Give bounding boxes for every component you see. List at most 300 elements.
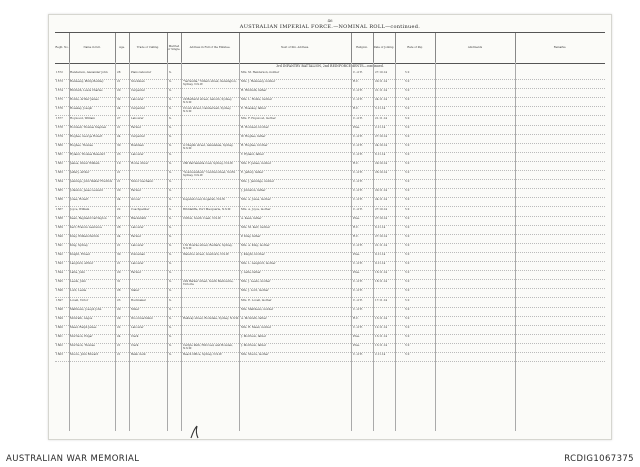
cell-trade: Bootmaker [131, 298, 146, 302]
cell-kin: Mrs. L. Langford, mother [241, 262, 276, 266]
cell-rel: C. of E. [353, 243, 363, 247]
cell-trade: Farmer [131, 234, 141, 238]
cell-kin: Mrs. M. Henderson, mother [241, 71, 280, 74]
cell-addr: 29 Bathurst street, Auburn, Sydney, N.S.W. [183, 98, 232, 105]
cell-pay: 5 0 [405, 289, 410, 293]
cell-rel: C. of E. [353, 325, 363, 329]
cell-name: Jones, Robert [70, 198, 89, 202]
cell-name: Lovell, Victor [70, 298, 89, 302]
cell-trade: Labourer [131, 243, 144, 247]
cell-age: 19 [117, 162, 121, 165]
cell-ms: S. [169, 107, 172, 111]
cell-rel: R.C. [353, 234, 359, 238]
cell-no: 1602 [56, 344, 63, 347]
cell-no: 1586 [56, 198, 63, 202]
cell-pay: 5 0 [405, 225, 410, 229]
cell-rel: C. of E. [353, 180, 363, 184]
cell-ms: S. [169, 89, 172, 93]
cell-date: 2.11.14 [375, 353, 386, 357]
cell-kin: Mrs. Matthews, mother [241, 307, 274, 311]
cell-age: 23 [117, 152, 121, 156]
cell-age: 23 [117, 298, 121, 302]
cell-ms: S. [169, 325, 172, 329]
cell-addr: Carlyle Park, Hill road, and Bowden, N.S.W. [183, 344, 233, 351]
cell-no: 1592 [56, 253, 63, 256]
cell-rel: C. of E. [353, 353, 363, 357]
cell-date: 24.10.14 [375, 143, 387, 147]
cell-ms: S. [169, 334, 172, 338]
cell-date: 13.11.14 [375, 334, 387, 338]
cell-pay: 5 0 [405, 162, 410, 165]
cell-date: 13.11.14 [375, 344, 387, 347]
cell-trade: Grocer [131, 198, 141, 202]
cell-name: Langford, Arthur [70, 262, 94, 266]
cell-rel: C. of E. [353, 134, 363, 138]
cell-date: 2.11.14 [375, 125, 386, 129]
cell-kin: Mrs. J. Hennessy, mother [241, 80, 276, 84]
cell-age: 24 [117, 134, 121, 138]
cell-addr: Beach Office, Sydney, N.S.W. [183, 353, 223, 357]
cell-name: Jeffery, Arthur [70, 171, 90, 175]
cell-name: Joyce, William [70, 207, 90, 211]
cell-kin: Mrs. A. King, mother [241, 243, 270, 247]
cell-date: 24.11.14 [375, 198, 387, 202]
cell-pay: 5 0 [405, 143, 410, 147]
cell-age: 21 [117, 80, 121, 84]
cell-pay: 5 0 [405, 280, 410, 284]
cell-rel: C. of E. [353, 116, 363, 120]
cell-no: 1579 [56, 134, 63, 138]
cell-ms: S. [169, 125, 172, 129]
cell-no: 1575 [56, 98, 63, 102]
cell-pay: 5 0 [405, 125, 410, 129]
cell-ms: S. [169, 234, 172, 238]
cell-name: Kean, Reginald Carrington [70, 216, 107, 220]
cell-rel: C. of E. [353, 143, 363, 147]
cell-age: 21 [117, 353, 121, 357]
cell-addr: Clifton, South Coast, N.S.W. [183, 216, 221, 220]
cell-pay: 5 0 [405, 152, 410, 156]
cell-pay: 5 0 [405, 116, 410, 120]
cell-ms: S. [169, 225, 172, 229]
cell-rel: R.C. [353, 80, 359, 84]
cell-date: 27.10.14 [375, 234, 387, 238]
cell-age: 28 [117, 71, 121, 74]
cell-age: 27 [117, 116, 121, 120]
column-header: Remarks. [553, 46, 567, 50]
cell-pay: 5 0 [405, 180, 410, 184]
cell-kin: J. Morrison, father [241, 334, 267, 338]
cell-trade: Policeman [131, 253, 146, 256]
cell-kin: Mrs. E. Lovell, mother [241, 298, 272, 302]
cell-no: 1595 [56, 280, 63, 284]
cell-date: 21.11.14 [375, 116, 387, 120]
cell-kin: E. Jeffery, father [241, 171, 264, 175]
cell-date: 9.11.14 [375, 262, 386, 266]
table-row [55, 352, 605, 362]
cell-age: 25 [117, 216, 121, 220]
cell-kin: Mrs. A. Jones, mother [241, 198, 271, 202]
cell-kin: J. Latta, father [241, 271, 261, 275]
cell-name: Morrison, Edgar [70, 334, 93, 338]
cell-rel: R.C. [353, 107, 359, 111]
cell-pay: 5 0 [405, 80, 410, 84]
cell-trade: Wood machinist [131, 316, 153, 320]
cell-pay: 5 0 [405, 189, 410, 193]
cell-ms: S. [169, 152, 172, 156]
cell-addr: 229 Barker street, South Melbourne, Victoria [183, 280, 234, 287]
cell-pay: 5 0 [405, 71, 410, 74]
cell-kin: Mrs. L. Hobbs, mother [241, 98, 272, 102]
cell-kin: H. Horsnell, brother [241, 125, 269, 129]
cell-no: 1601 [56, 334, 63, 338]
cell-rel: Pres. [353, 125, 360, 129]
cell-no: 1580 [56, 143, 63, 147]
cell-ms: S. [169, 243, 172, 247]
cell-trade: Slater [131, 289, 140, 293]
cell-trade: Blacksmith [131, 216, 147, 220]
cell-age: 24 [117, 107, 121, 111]
cell-age: 20 [117, 189, 121, 193]
handwritten-mark [188, 424, 202, 440]
cell-trade: Carpenter [131, 134, 145, 138]
cell-ms: S. [169, 180, 172, 184]
page-title: AUSTRALIAN IMPERIAL FORCE.—NOMINAL ROLL—continued. [239, 24, 421, 30]
cell-rel: C. of E. [353, 262, 363, 266]
cell-ms: S. [169, 280, 172, 284]
column-header-row [55, 32, 605, 64]
cell-rel: C. of E. [353, 71, 363, 74]
record-id: RCDIG1067375 [564, 454, 634, 464]
cell-rel: C. of E. [353, 98, 363, 102]
cell-ms: S. [169, 353, 172, 357]
cell-age: 30 [117, 253, 121, 256]
cell-age: 21 [117, 180, 121, 184]
cell-age: 29 [117, 316, 121, 320]
cell-no: 1588 [56, 216, 63, 220]
column-header: Regtl. No. [55, 33, 70, 63]
cell-no: 1585 [56, 189, 63, 193]
cell-ms: S. [169, 71, 172, 74]
cell-no: 1576 [56, 107, 63, 111]
cell-no: 1573 [56, 80, 63, 84]
cell-date: 27.10.14 [375, 71, 387, 74]
cell-no: 1603 [56, 353, 63, 357]
cell-date: 27.10.14 [375, 134, 387, 138]
cell-pay: 5 0 [405, 89, 410, 93]
cell-ms: S. [169, 216, 172, 220]
cell-kin: Mrs. R. Mead, mother [241, 325, 272, 329]
cell-rel: Pres. [353, 344, 360, 347]
cell-no: 1596 [56, 289, 63, 293]
column-header: Name in full. [69, 33, 116, 63]
cell-ms: S. [169, 207, 172, 211]
cell-no: 1578 [56, 125, 63, 129]
cell-trade: Bank clerk [131, 353, 146, 357]
cell-ms: S. [169, 344, 172, 347]
cell-no: 1574 [56, 89, 63, 93]
cell-kin: J. Morrison, father [241, 344, 267, 347]
cell-name: Knight, Ernest [70, 253, 90, 256]
cell-date: 24.11.14 [375, 98, 387, 102]
cell-kin: A. Kean, father [241, 216, 262, 220]
cell-kin: P. Kiley, father [241, 234, 261, 238]
cell-name: Hennessy, Philip Bentley [70, 80, 104, 84]
cell-no: 1587 [56, 207, 63, 211]
cell-name: Henderson, Alexander John [70, 71, 108, 74]
cell-trade: Clerk [131, 344, 139, 347]
archive-credit: AUSTRALIAN WAR MEMORIAL [6, 454, 140, 464]
cell-kin: T. Hyland, father [241, 152, 264, 156]
cell-date: 13.11.14 [375, 316, 387, 320]
cell-name: McGrath, Angus [70, 316, 93, 320]
cell-kin: H. Hildreth, father [241, 89, 267, 93]
cell-date: 5.11.14 [375, 107, 386, 111]
cell-no: 1577 [56, 116, 63, 120]
cell-ms: S. [169, 116, 172, 120]
nominal-roll-table [55, 70, 605, 431]
cell-trade: Miner [131, 307, 140, 311]
cell-name: Lord, Leslie [70, 289, 87, 293]
cell-age: 21 [117, 243, 121, 247]
cell-age: 24 [117, 198, 121, 202]
cell-no: 1591 [56, 243, 63, 247]
page-number: 46 [327, 18, 333, 23]
cell-name: Hobbs, Arthur James [70, 98, 99, 102]
cell-date: 29.10.14 [375, 162, 387, 165]
cell-date: 21.11.14 [375, 89, 387, 93]
cell-age: 24 [117, 234, 121, 238]
cell-pay: 5 0 [405, 171, 410, 175]
cell-rel: R.C. [353, 316, 359, 320]
cell-age: 20 [117, 307, 121, 311]
cell-pay: 5 0 [405, 325, 410, 329]
cell-pay: 5 0 [405, 198, 410, 202]
cell-kin: Mrs. M. Kerr, mother [241, 225, 270, 229]
cell-age: 22 [117, 207, 121, 211]
cell-kin: Mrs. F. James, mother [241, 162, 272, 165]
cell-rel: C. of E. [353, 289, 363, 293]
cell-rel: C. of E. [353, 207, 363, 211]
cell-rel: Pres. [353, 334, 360, 338]
cell-age: 21 [117, 171, 121, 175]
cell-kin: Mrs. J. Jennings, mother [241, 180, 275, 184]
cell-no: 1593 [56, 262, 63, 266]
cell-ms: S. [169, 253, 172, 256]
cell-no: 1594 [56, 271, 63, 275]
cell-age: 20 [117, 89, 121, 93]
cell-pay: 5 0 [405, 316, 410, 320]
column-header: Date of Joining. [373, 33, 396, 63]
cell-pay: 5 0 [405, 107, 410, 111]
cell-rel: C. of E. [353, 307, 363, 311]
cell-name: Mead, Ralph James [70, 325, 97, 329]
cell-pay: 5 0 [405, 298, 410, 302]
cell-no: 1597 [56, 298, 63, 302]
cell-kin: H. Hughes, brother [241, 143, 268, 147]
cell-name: King, Sydney [70, 243, 88, 247]
cell-name: Kiley, William Patrick [70, 234, 99, 238]
cell-name: Leeds, John [70, 280, 86, 284]
cell-name: Matthews, Joseph John [70, 307, 102, 311]
cell-trade: Farmer [131, 189, 141, 193]
cell-ms: S. [169, 134, 172, 138]
cell-no: 1598 [56, 307, 63, 311]
cell-name: Kerr, Francis Lawrence [70, 225, 102, 229]
cell-addr: 4 Chaplin street, Annandale, Sydney, N.S.W. [183, 143, 234, 150]
cell-name: James, Oliver William [70, 162, 100, 165]
cell-rel: C. of E. [353, 152, 363, 156]
cell-no: 1600 [56, 325, 63, 329]
cell-date: 27.10.14 [375, 216, 387, 220]
cell-pay: 5 0 [405, 253, 410, 256]
column-header: Rate of Pay. [395, 33, 436, 63]
cell-trade: Motor mechanic [131, 180, 154, 184]
cell-addr: Briddaliffe, Port Macquarie, N.S.W. [183, 207, 231, 211]
cell-name: Hopwood, William [70, 116, 95, 120]
cell-age: 31 [117, 280, 121, 284]
cell-ms: S. [169, 162, 172, 165]
cell-no: 1589 [56, 225, 63, 229]
cell-trade: Stockman [131, 80, 145, 84]
column-header: Religion. [351, 33, 374, 63]
roll-page [48, 14, 612, 440]
cell-ms: S. [169, 143, 172, 147]
cell-name: Horsnell, Thomas Stephen [70, 125, 107, 129]
cell-no: 1581 [56, 152, 63, 156]
cell-kin: Mrs. Moore, mother [241, 353, 269, 357]
cell-pay: 5 0 [405, 344, 410, 347]
cell-age: 21 [117, 344, 121, 347]
cell-trade: Labourer [131, 116, 144, 120]
column-header: Next of Kin. Address. [239, 33, 352, 63]
cell-trade: Carpenter [131, 89, 145, 93]
cell-name: Hughes, George Robert [70, 134, 103, 138]
cell-trade: Clerk [131, 334, 139, 338]
cell-trade: Labourer [131, 152, 144, 156]
cell-addr: Waterloo street, Goulburn, N.S.W. [183, 253, 230, 256]
cell-ms: S. [169, 198, 172, 202]
cell-pay: 5 0 [405, 262, 410, 266]
cell-kin: Mrs. A. Joyce, mother [241, 207, 271, 211]
cell-date: 16.11.14 [375, 271, 387, 275]
cell-date: 18.11.14 [375, 280, 387, 284]
cell-addr: Railway street, Rockdale, Sydney, N.S.W. [183, 316, 239, 320]
cell-addr: "Yerravilla," Villiers street, Kensington, Sydney, N.S.W. [183, 80, 237, 87]
cell-addr: 132 Bourke street, Redfern, Sydney, N.S.W. [183, 243, 233, 250]
cell-trade: Labourer [131, 262, 144, 266]
cell-trade: Labourer [131, 325, 144, 329]
cell-trade: Bushman [131, 143, 144, 147]
cell-rel: C. of E. [353, 89, 363, 93]
cell-name: Hughes, Thomas [70, 143, 93, 147]
cell-no: 1572 [56, 71, 63, 74]
cell-ms: S. [169, 316, 172, 320]
cell-ms: S. [169, 298, 172, 302]
cell-date: 20.11.14 [375, 189, 387, 193]
cell-no: 1590 [56, 234, 63, 238]
cell-ms: S. [169, 262, 172, 266]
cell-rel: Pres. [353, 271, 360, 275]
cell-kin: E. Hoaskey, father [241, 107, 266, 111]
cell-trade: Carpenter [131, 107, 145, 111]
cell-pay: 5 0 [405, 234, 410, 238]
cell-kin: Mrs. J. Leeds, mother [241, 280, 271, 284]
column-header: Trade or Calling. [129, 33, 168, 63]
cell-kin: Mrs. J. Lord, mother [241, 289, 269, 293]
cell-age: 20 [117, 271, 121, 275]
cell-no: 1583 [56, 171, 63, 175]
cell-age: 21 [117, 262, 121, 266]
cell-age: 24 [117, 334, 121, 338]
cell-date: 26.10.14 [375, 171, 387, 175]
cell-name: Moore, John Edward [70, 353, 99, 357]
cell-date: 9.11.14 [375, 253, 386, 256]
cell-pay: 5 0 [405, 216, 410, 220]
cell-addr: Crown street, Camberwell, Sydney, N.S.W. [183, 107, 232, 114]
cell-no: 1584 [56, 180, 63, 184]
cell-rel: C. of E. [353, 171, 363, 175]
cell-ms: S. [169, 271, 172, 275]
cell-kin: J. Johnston, father [241, 189, 266, 193]
cell-age: 32 [117, 98, 121, 102]
cell-date: 27.10.14 [375, 207, 387, 211]
cell-name: Hyland, Thomas Benedict [70, 152, 106, 156]
cell-name: Johnston, Jesse Leonard [70, 189, 103, 193]
cell-name: Hoaskey, Joseph [70, 107, 93, 111]
cell-name: Latta, John [70, 271, 86, 275]
cell-age: 28 [117, 289, 121, 293]
column-header: Allotments [435, 33, 516, 63]
cell-kin: W. Hughes, father [241, 134, 266, 138]
cell-age: 22 [117, 325, 121, 329]
cell-trade: Piano labourer [131, 71, 152, 74]
cell-rel: C. of E. [353, 280, 363, 284]
cell-addr: Kogarah road, Kogarah, N.S.W. [183, 198, 226, 202]
cell-age: 30 [117, 143, 121, 147]
cell-trade: Coachpainter [131, 207, 150, 211]
cell-kin: Mrs. F. Hopwood, mother [241, 116, 276, 120]
cell-rel: R.C. [353, 225, 359, 229]
cell-date: 6.11.14 [375, 152, 386, 156]
cell-rel: C. of E. [353, 189, 363, 193]
cell-pay: 5 0 [405, 271, 410, 275]
cell-trade: Farmer [131, 271, 141, 275]
cell-trade: Farmer [131, 125, 141, 129]
cell-pay: 5 0 [405, 353, 410, 357]
cell-date: 21.11.14 [375, 243, 387, 247]
cell-ms: S. [169, 289, 172, 293]
unit-subheading: 3rd INFANTRY BATTALION, 2nd REINFORCEMENTS—continued. [276, 64, 384, 68]
cell-trade: Horse driver [131, 162, 149, 165]
cell-date: 12.11.14 [375, 325, 387, 329]
cell-ms: S. [169, 98, 172, 102]
cell-ms: S. [169, 80, 172, 84]
column-header: Married or Single. [167, 33, 182, 63]
cell-pay: 5 0 [405, 98, 410, 102]
cell-pay: 5 0 [405, 243, 410, 247]
column-header: Age. [115, 33, 130, 63]
cell-ms: S. [169, 189, 172, 193]
cell-pay: 5 0 [405, 334, 410, 338]
cell-addr: "Solomonsfield," Central street, North Sydney, N.S.W. [183, 171, 236, 178]
cell-kin: J. Knight, brother [241, 253, 265, 256]
cell-trade: Labourer [131, 98, 144, 102]
cell-date: 6.11.14 [375, 225, 386, 229]
cell-name: Hildreth, Lewis Charles [70, 89, 103, 93]
cell-date: 17.11.14 [375, 298, 387, 302]
cell-pay: 5 0 [405, 307, 410, 311]
